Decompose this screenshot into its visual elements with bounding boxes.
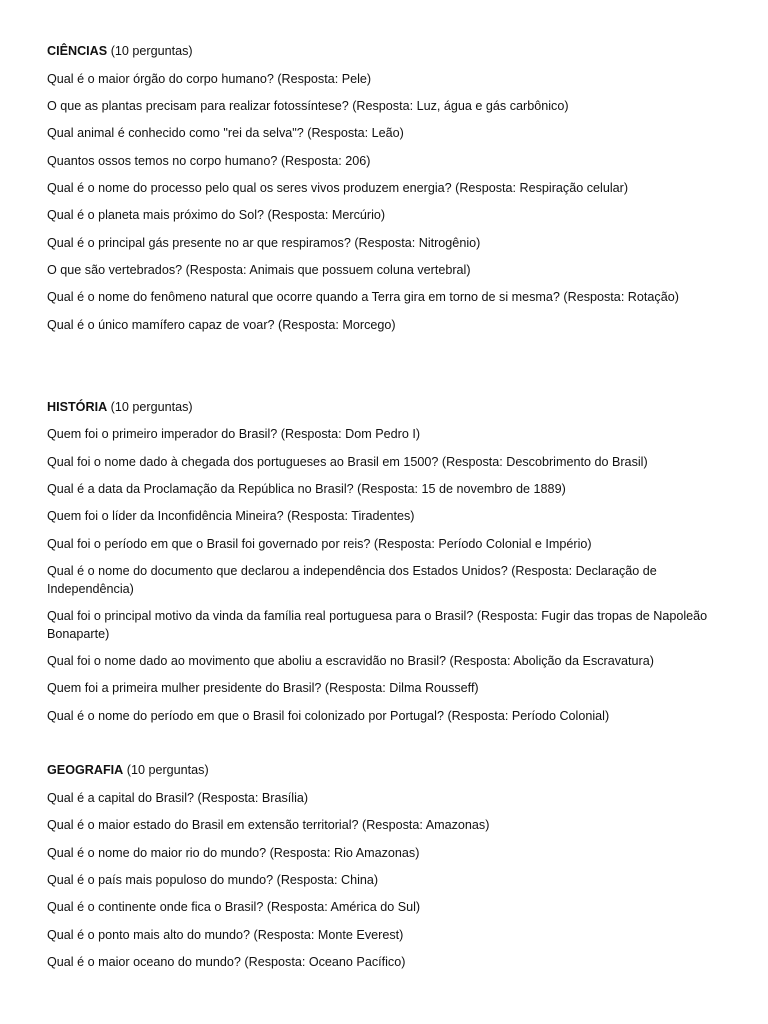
section-heading-geografia [47, 761, 727, 779]
question-line: Qual é o nome do processo pelo qual os seres vivos produzem energia? (Resposta: Respiração celular) [47, 181, 629, 195]
question-line: Qual é o ponto mais alto do mundo? (Resposta: Monte Everest) [47, 928, 404, 942]
section-title: HISTÓRIA [47, 400, 108, 414]
section-heading-ciencias [47, 42, 727, 60]
question-line: Quantos ossos temos no corpo humano? (Resposta: 206) [47, 154, 371, 168]
question-line: Qual animal é conhecido como "rei da selva"? (Resposta: Leão) [47, 126, 404, 140]
question-line: Qual é o planeta mais próximo do Sol? (Resposta: Mercúrio) [47, 208, 386, 222]
question-line: Qual é a capital do Brasil? (Resposta: Brasília) [47, 791, 309, 805]
question-line: Qual é o nome do período em que o Brasil foi colonizado por Portugal? (Resposta: Período Colonial) [47, 709, 610, 723]
question-line: Qual é o principal gás presente no ar que respiramos? (Resposta: Nitrogênio) [47, 236, 481, 250]
question-line: Qual é o maior estado do Brasil em extensão territorial? (Resposta: Amazonas) [47, 818, 490, 832]
question-line: Qual é o nome do fenômeno natural que ocorre quando a Terra gira em torno de si mesma? (Resposta: Rotação) [47, 290, 679, 304]
question-line: Quem foi o primeiro imperador do Brasil? (Resposta: Dom Pedro I) [47, 427, 421, 441]
section-title: GEOGRAFIA [47, 763, 124, 777]
question-line: Qual é o maior órgão do corpo humano? (Resposta: Pele) [47, 72, 372, 86]
section-heading-historia [47, 398, 727, 416]
question-line: Qual foi o nome dado ao movimento que aboliu a escravidão no Brasil? (Resposta: Abolição da Escravatura) [47, 654, 654, 668]
question-line: Qual é o nome do maior rio do mundo? (Resposta: Rio Amazonas) [47, 846, 420, 860]
question-line: O que as plantas precisam para realizar fotossíntese? (Resposta: Luz, água e gás carbônico) [47, 99, 569, 113]
question-line: Qual é o país mais populoso do mundo? (Resposta: China) [47, 873, 379, 887]
section-count: (10 perguntas) [110, 44, 193, 58]
section-count: (10 perguntas) [126, 763, 209, 777]
question-line: Quem foi o líder da Inconfidência Mineira? (Resposta: Tiradentes) [47, 509, 415, 523]
question-line: Quem foi a primeira mulher presidente do Brasil? (Resposta: Dilma Rousseff) [47, 681, 479, 695]
question-line: Qual é o nome do documento que declarou a independência dos Estados Unidos? (Resposta: Declaração de Independência) [47, 564, 657, 596]
section-count: (10 perguntas) [110, 400, 193, 414]
question-line: Qual foi o principal motivo da vinda da família real portuguesa para o Brasil? (Resposta: Fugir das tropas de Napoleão Bonaparte) [47, 609, 708, 641]
question-line: Qual é o maior oceano do mundo? (Resposta: Oceano Pacífico) [47, 955, 406, 969]
section-title: CIÊNCIAS [47, 44, 108, 58]
question-line: Qual foi o período em que o Brasil foi governado por reis? (Resposta: Período Colonial e Império) [47, 537, 592, 551]
question-line: Qual foi o nome dado à chegada dos portugueses ao Brasil em 1500? (Resposta: Descobrimento do Brasil) [47, 455, 648, 469]
question-line: O que são vertebrados? (Resposta: Animais que possuem coluna vertebral) [47, 263, 471, 277]
question-line: Qual é a data da Proclamação da República no Brasil? (Resposta: 15 de novembro de 1889) [47, 482, 566, 496]
question-line: Qual é o continente onde fica o Brasil? (Resposta: América do Sul) [47, 900, 421, 914]
question-line: Qual é o único mamífero capaz de voar? (Resposta: Morcego) [47, 318, 396, 332]
